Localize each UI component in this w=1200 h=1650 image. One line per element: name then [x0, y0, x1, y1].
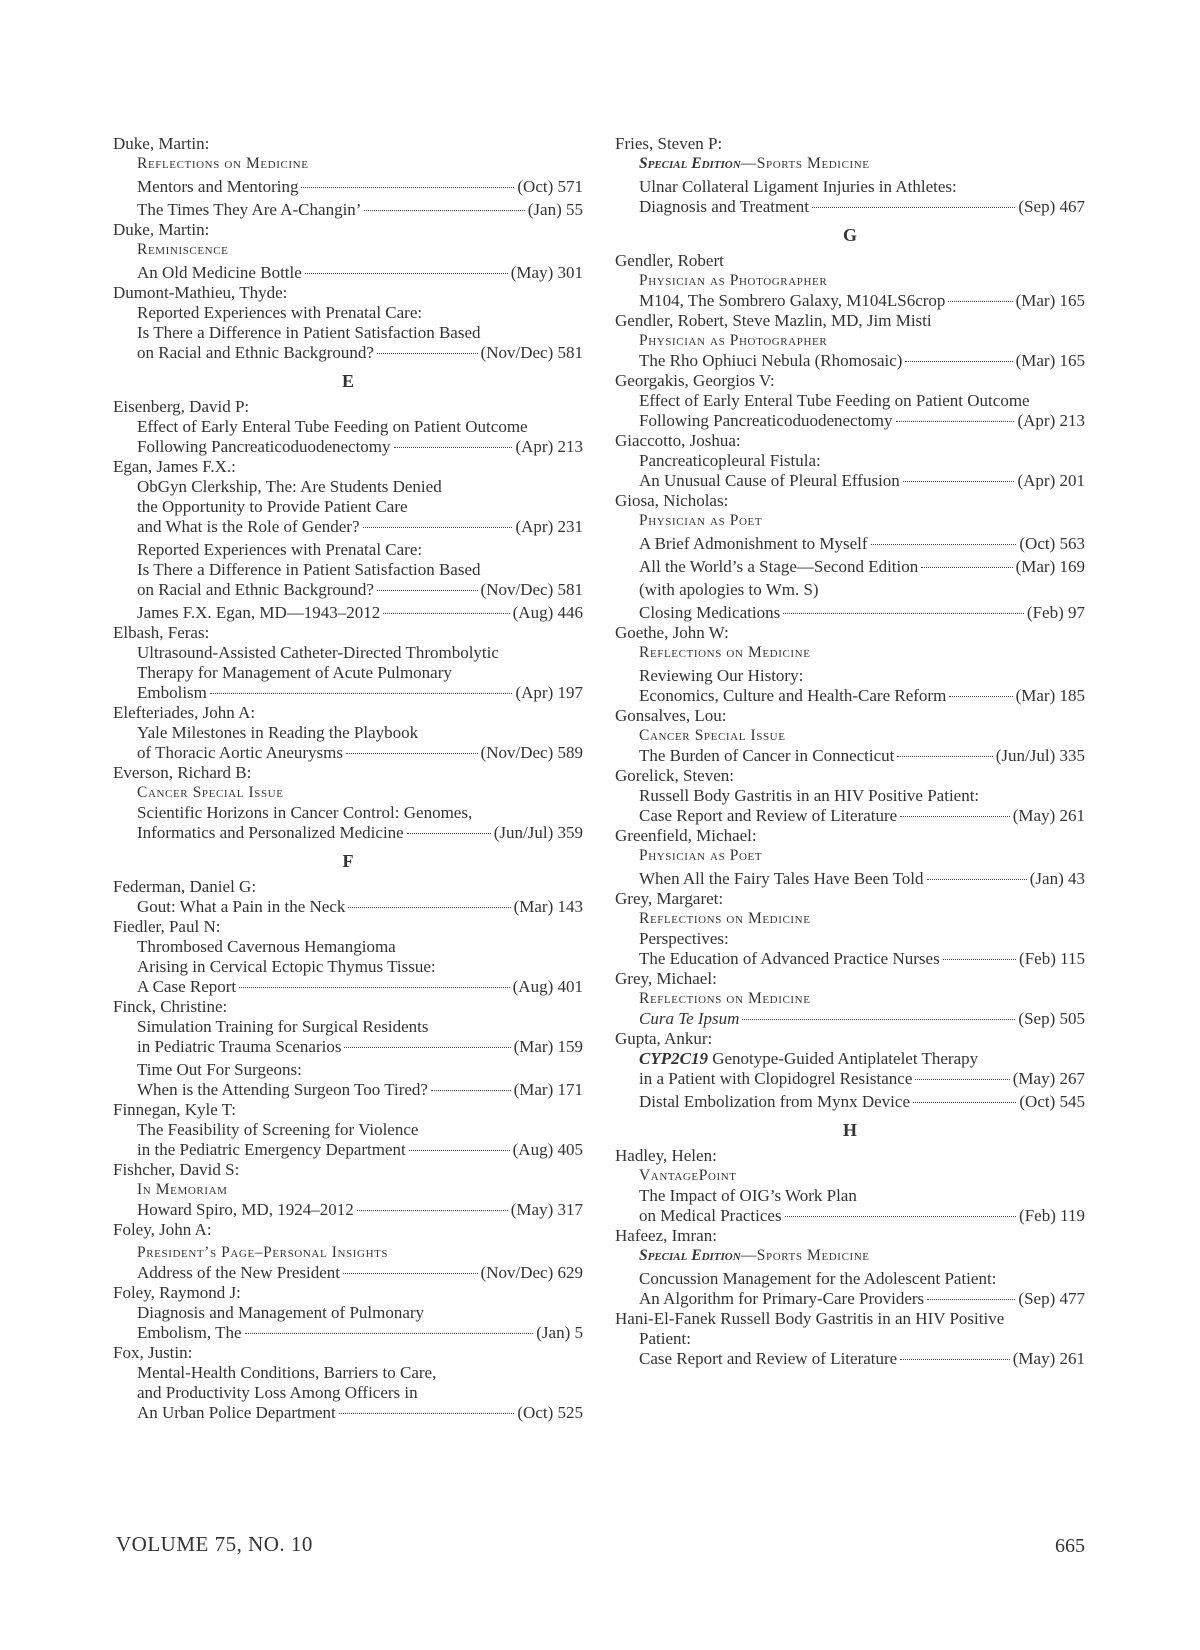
author-name: Foley, John A:: [113, 1220, 212, 1239]
index-entry: [113, 603, 583, 623]
index-entry: [615, 1009, 1085, 1029]
gene-name: CYP2C19: [639, 1049, 708, 1068]
entry-ref: (Apr) 213: [515, 437, 583, 456]
author-name: Fries, Steven P:: [615, 134, 723, 153]
entry-ref: (Sep) 505: [1018, 1009, 1085, 1028]
index-entry: [113, 683, 583, 703]
entry-title: in a Patient with Clopidogrel Resistance: [639, 1069, 913, 1088]
index-entry: [113, 1140, 583, 1160]
entry-text: Perspectives:: [639, 929, 729, 948]
dot-leader: [346, 753, 478, 754]
index-entry: [615, 197, 1085, 217]
left-column: [113, 134, 583, 1423]
dot-leader: [900, 1359, 1010, 1360]
entry-title: Embolism: [137, 683, 207, 702]
entry-title: The Rho Ophiuci Nebula (Rhomosaic): [639, 351, 903, 370]
entry-title: A Case Report: [137, 977, 237, 996]
entry-text: Time Out For Surgeons:: [137, 1060, 302, 1079]
entry-ref: (Mar) 185: [1015, 686, 1085, 705]
section-label: Physician as Photographer: [639, 272, 828, 289]
index-entry: [615, 1206, 1085, 1226]
entry-text: Yale Milestones in Reading the Playbook: [137, 723, 419, 742]
entry-title: on Racial and Ethnic Background?: [137, 580, 374, 599]
index-entry: [113, 1037, 583, 1057]
entry-ref: (Nov/Dec) 581: [480, 580, 583, 599]
dot-leader: [903, 481, 1015, 482]
entry-title: in Pediatric Trauma Scenarios: [137, 1037, 342, 1056]
entry-ref: (May) 301: [510, 263, 583, 282]
entry-text: Concussion Management for the Adolescent Patient:: [639, 1269, 997, 1288]
entry-text: Thrombosed Cavernous Hemangioma: [137, 937, 396, 956]
dot-leader: [377, 353, 478, 354]
index-entry: [615, 534, 1085, 554]
entry-ref: (Apr) 197: [515, 683, 583, 702]
author-name: Finck, Christine:: [113, 997, 228, 1016]
entry-title: When All the Fairy Tales Have Been Told: [639, 869, 924, 888]
entry-ref: (May) 317: [510, 1200, 583, 1219]
entry-text: Mental-Health Conditions, Barriers to Care,: [137, 1363, 437, 1382]
entry-title: Diagnosis and Treatment: [639, 197, 809, 216]
entry-ref: (Mar) 159: [513, 1037, 583, 1056]
entry-title: The Education of Advanced Practice Nurses: [639, 949, 940, 968]
entry-title: An Old Medicine Bottle: [137, 263, 302, 282]
author-name: Foley, Raymond J:: [113, 1283, 241, 1302]
section-label: Cancer Special Issue: [137, 784, 284, 801]
index-entry: [615, 471, 1085, 491]
dot-leader: [949, 696, 1012, 697]
author-name: Hani-El-Fanek Russell Body Gastritis in an HIV Positive: [615, 1309, 1005, 1328]
entry-text: Arising in Cervical Ectopic Thymus Tissue:: [137, 957, 436, 976]
entry-title: Following Pancreaticoduodenectomy: [639, 411, 893, 430]
entry-ref: (Mar) 165: [1015, 291, 1085, 310]
author-name: Giaccotto, Joshua:: [615, 431, 741, 450]
page-number: 665: [1055, 1535, 1085, 1557]
entry-text: Effect of Early Enteral Tube Feeding on Patient Outcome: [137, 417, 528, 436]
index-entry: [113, 1403, 583, 1423]
section-label: In Memoriam: [137, 1181, 228, 1198]
dot-leader: [357, 1210, 508, 1211]
index-entry: [113, 343, 583, 363]
entry-title: An Algorithm for Primary-Care Providers: [639, 1289, 925, 1308]
section-label: [615, 1246, 1085, 1266]
section-label: [615, 154, 1085, 174]
entry-ref: (May) 267: [1012, 1069, 1085, 1088]
entry-text: [615, 1049, 1085, 1069]
entry-ref: (Feb) 119: [1019, 1206, 1085, 1225]
entry-ref: (Sep) 477: [1018, 1289, 1085, 1308]
entry-text: ObGyn Clerkship, The: Are Students Denied: [137, 477, 442, 496]
author-name: Fox, Justin:: [113, 1343, 193, 1362]
section-label: Physician as Poet: [639, 847, 763, 864]
entry-title: M104, The Sombrero Galaxy, M104LS6crop: [639, 291, 946, 310]
author-name: Grey, Margaret:: [615, 889, 724, 908]
entry-ref: (Feb) 115: [1019, 949, 1085, 968]
entry-title: All the World’s a Stage—Second Edition: [639, 557, 919, 576]
index-entry: [113, 200, 583, 220]
entry-ref: (Jun/Jul) 359: [493, 823, 583, 842]
dot-leader: [363, 527, 513, 528]
entry-ref: (Oct) 563: [1019, 534, 1085, 553]
entry-title: Mentors and Mentoring: [137, 177, 299, 196]
dot-leader: [900, 816, 1010, 817]
entry-text: Pancreaticopleural Fistula:: [639, 451, 821, 470]
entry-title: James F.X. Egan, MD—1943–2012: [137, 603, 381, 622]
dot-leader: [301, 187, 514, 188]
section-label: President’s Page–Personal Insights: [137, 1244, 389, 1261]
dot-leader: [896, 421, 1015, 422]
entry-text: and Productivity Loss Among Officers in: [137, 1383, 418, 1402]
entry-text: Reported Experiences with Prenatal Care:: [137, 303, 423, 322]
entry-ref: (Sep) 467: [1018, 197, 1085, 216]
dot-leader: [785, 1216, 1016, 1217]
letter-heading: G: [842, 225, 857, 245]
entry-title: The Burden of Cancer in Connecticut: [639, 746, 895, 765]
dot-leader: [783, 613, 1024, 614]
entry-ref: (Mar) 143: [513, 897, 583, 916]
entry-title: Informatics and Personalized Medicine: [137, 823, 404, 842]
entry-ref: (Aug) 401: [512, 977, 583, 996]
entry-title: Distal Embolization from Mynx Device: [639, 1092, 910, 1111]
section-label: Physician as Photographer: [639, 332, 828, 349]
author-name: Elefteriades, John A:: [113, 703, 256, 722]
dot-leader: [377, 590, 478, 591]
dot-leader: [344, 1047, 510, 1048]
author-name: Eisenberg, David P:: [113, 397, 250, 416]
index-entry: [615, 411, 1085, 431]
section-label: Reflections on Medicine: [639, 910, 811, 927]
section-label: Reflections on Medicine: [137, 155, 309, 172]
section-label: Reflections on Medicine: [639, 990, 811, 1007]
section-label: Reminiscence: [137, 241, 229, 258]
section-label: VantagePoint: [639, 1167, 737, 1184]
entry-ref: (Feb) 97: [1026, 603, 1085, 622]
index-entry: [113, 1080, 583, 1100]
entry-ref: (Nov/Dec) 589: [480, 743, 583, 762]
entry-text-rest: Genotype-Guided Antiplatelet Therapy: [707, 1049, 979, 1068]
index-entry: [615, 806, 1085, 826]
index-entry: [113, 517, 583, 537]
entry-text: (with apologies to Wm. S): [639, 580, 819, 599]
entry-text: Ulnar Collateral Ligament Injuries in Athletes:: [639, 177, 957, 196]
entry-ref: (Aug) 446: [512, 603, 583, 622]
entry-text: The Impact of OIG’s Work Plan: [639, 1186, 857, 1205]
dot-leader: [905, 361, 1012, 362]
author-name: Hafeez, Imran:: [615, 1226, 717, 1245]
entry-title: The Times They Are A-Changin’: [137, 200, 362, 219]
dot-leader: [339, 1413, 515, 1414]
author-name: Grey, Michael:: [615, 969, 717, 988]
entry-ref: (Jan) 5: [536, 1323, 583, 1342]
dot-leader: [210, 693, 513, 694]
entry-text: Patient:: [639, 1329, 691, 1348]
dot-leader: [927, 1299, 1015, 1300]
author-name: Gupta, Ankur:: [615, 1029, 713, 1048]
index-entry: [113, 177, 583, 197]
index-entry: [615, 557, 1085, 577]
section-rest: —Sports Medicine: [740, 1247, 870, 1264]
entry-title: Following Pancreaticoduodenectomy: [137, 437, 391, 456]
author-name: Georgakis, Georgios V:: [615, 371, 775, 390]
entry-text: Therapy for Management of Acute Pulmonary: [137, 663, 452, 682]
author-name: Everson, Richard B:: [113, 763, 252, 782]
entry-ref: (Apr) 231: [515, 517, 583, 536]
entry-text: Reviewing Our History:: [639, 666, 804, 685]
index-entry: [615, 1289, 1085, 1309]
entry-ref: (Aug) 405: [512, 1140, 583, 1159]
dot-leader: [407, 833, 491, 834]
entry-text: The Feasibility of Screening for Violence: [137, 1120, 419, 1139]
index-entry: [113, 1263, 583, 1283]
entry-text: Russell Body Gastritis in an HIV Positive Patient:: [639, 786, 980, 805]
dot-leader: [897, 756, 992, 757]
dot-leader: [915, 1079, 1009, 1080]
entry-title: Case Report and Review of Literature: [639, 1349, 898, 1368]
index-entry: [113, 580, 583, 600]
entry-ref: (Jun/Jul) 335: [995, 746, 1085, 765]
entry-title: Gout: What a Pain in the Neck: [137, 897, 346, 916]
dot-leader: [913, 1102, 1016, 1103]
index-entry: [615, 351, 1085, 371]
author-name: Gendler, Robert, Steve Mazlin, MD, Jim Misti: [615, 311, 932, 330]
author-name: Gendler, Robert: [615, 251, 724, 270]
dot-leader: [431, 1090, 511, 1091]
entry-ref: (Nov/Dec) 581: [480, 343, 583, 362]
author-name: Finnegan, Kyle T:: [113, 1100, 237, 1119]
author-name: Duke, Martin:: [113, 134, 210, 153]
entry-title: Embolism, The: [137, 1323, 242, 1342]
index-entry: [615, 686, 1085, 706]
dot-leader: [305, 273, 508, 274]
dot-leader: [742, 1019, 1015, 1020]
entry-ref: (Oct) 525: [517, 1403, 583, 1422]
index-entry: [615, 869, 1085, 889]
entry-ref: (Oct) 545: [1019, 1092, 1085, 1111]
index-entry: [615, 603, 1085, 623]
dot-leader: [239, 987, 509, 988]
section-rest: —Sports Medicine: [740, 155, 870, 172]
entry-ref: (Apr) 201: [1017, 471, 1085, 490]
entry-title: in the Pediatric Emergency Department: [137, 1140, 406, 1159]
entry-ref: (Apr) 213: [1017, 411, 1085, 430]
dot-leader: [812, 207, 1015, 208]
author-name: Fishcher, David S:: [113, 1160, 240, 1179]
entry-title: Closing Medications: [639, 603, 781, 622]
index-entry: [615, 1349, 1085, 1369]
entry-ref: (Jan) 55: [527, 200, 583, 219]
letter-heading: E: [341, 371, 354, 391]
entry-text: Simulation Training for Surgical Residents: [137, 1017, 429, 1036]
author-name: Giosa, Nicholas:: [615, 491, 729, 510]
dot-leader: [348, 907, 510, 908]
entry-title: Howard Spiro, MD, 1924–2012: [137, 1200, 354, 1219]
author-name: Greenfield, Michael:: [615, 826, 757, 845]
entry-title: Economics, Culture and Health-Care Reform: [639, 686, 947, 705]
dot-leader: [948, 301, 1012, 302]
section-label: Physician as Poet: [639, 512, 763, 529]
index-entry: [113, 897, 583, 917]
dot-leader: [394, 447, 513, 448]
entry-title: and What is the Role of Gender?: [137, 517, 360, 536]
entry-text: Diagnosis and Management of Pulmonary: [137, 1303, 425, 1322]
author-name: Federman, Daniel G:: [113, 877, 257, 896]
right-column: [615, 134, 1085, 1369]
index-entry: [113, 263, 583, 283]
dot-leader: [383, 613, 509, 614]
entry-ref: (Jan) 43: [1029, 869, 1085, 888]
entry-text: Effect of Early Enteral Tube Feeding on Patient Outcome: [639, 391, 1030, 410]
index-entry: [615, 949, 1085, 969]
entry-title: A Brief Admonishment to Myself: [639, 534, 868, 553]
author-name: Dumont-Mathieu, Thyde:: [113, 283, 288, 302]
section-label: Cancer Special Issue: [639, 727, 786, 744]
dot-leader: [927, 879, 1027, 880]
index-entry: [615, 746, 1085, 766]
index-entry: [113, 823, 583, 843]
index-entry: [113, 743, 583, 763]
entry-text: Is There a Difference in Patient Satisfaction Based: [137, 323, 481, 342]
section-emphasis: Special Edition: [639, 1247, 741, 1264]
author-name: Elbash, Feras:: [113, 623, 210, 642]
section-label: Reflections on Medicine: [639, 644, 811, 661]
entry-text: Reported Experiences with Prenatal Care:: [137, 540, 423, 559]
dot-leader: [364, 210, 524, 211]
entry-text: Ultrasound-Assisted Catheter-Directed Thrombolytic: [137, 643, 499, 662]
entry-title: on Medical Practices: [639, 1206, 782, 1225]
entry-title: Address of the New President: [137, 1263, 341, 1282]
author-name: Goethe, John W:: [615, 623, 729, 642]
entry-title: An Urban Police Department: [137, 1403, 336, 1422]
entry-ref: (May) 261: [1012, 806, 1085, 825]
index-entry: [113, 1200, 583, 1220]
index-entry: [615, 1069, 1085, 1089]
entry-text: Is There a Difference in Patient Satisfaction Based: [137, 560, 481, 579]
letter-heading: H: [842, 1120, 857, 1140]
index-entry: [113, 977, 583, 997]
index-entry: [615, 1092, 1085, 1112]
entry-title: on Racial and Ethnic Background?: [137, 343, 374, 362]
entry-title: of Thoracic Aortic Aneurysms: [137, 743, 344, 762]
author-name: Duke, Martin:: [113, 220, 210, 239]
entry-ref: (Mar) 165: [1015, 351, 1085, 370]
entry-text: the Opportunity to Provide Patient Care: [137, 497, 408, 516]
entry-title: When is the Attending Surgeon Too Tired?: [137, 1080, 428, 1099]
index-entry: [113, 437, 583, 457]
entry-ref: (Mar) 169: [1015, 557, 1085, 576]
index-entry: [113, 1323, 583, 1343]
author-name: Gonsalves, Lou:: [615, 706, 727, 725]
dot-leader: [871, 544, 1017, 545]
dot-leader: [343, 1273, 478, 1274]
author-name: Gorelick, Steven:: [615, 766, 734, 785]
entry-title: Case Report and Review of Literature: [639, 806, 898, 825]
letter-heading: F: [342, 851, 354, 871]
section-emphasis: Special Edition: [639, 155, 741, 172]
entry-text: Scientific Horizons in Cancer Control: Genomes,: [137, 803, 473, 822]
entry-title: Cura Te Ipsum: [639, 1009, 740, 1028]
dot-leader: [409, 1150, 510, 1151]
entry-ref: (May) 261: [1012, 1349, 1085, 1368]
entry-ref: (Nov/Dec) 629: [480, 1263, 583, 1282]
volume-footer: VOLUME 75, NO. 10: [116, 1532, 313, 1556]
author-name: Egan, James F.X.:: [113, 457, 236, 476]
entry-title: An Unusual Cause of Pleural Effusion: [639, 471, 900, 490]
author-name: Hadley, Helen:: [615, 1146, 717, 1165]
dot-leader: [943, 959, 1016, 960]
dot-leader: [245, 1333, 534, 1334]
author-name: Fiedler, Paul N:: [113, 917, 221, 936]
index-entry: [615, 291, 1085, 311]
entry-ref: (Oct) 571: [517, 177, 583, 196]
dot-leader: [921, 567, 1012, 568]
entry-ref: (Mar) 171: [513, 1080, 583, 1099]
